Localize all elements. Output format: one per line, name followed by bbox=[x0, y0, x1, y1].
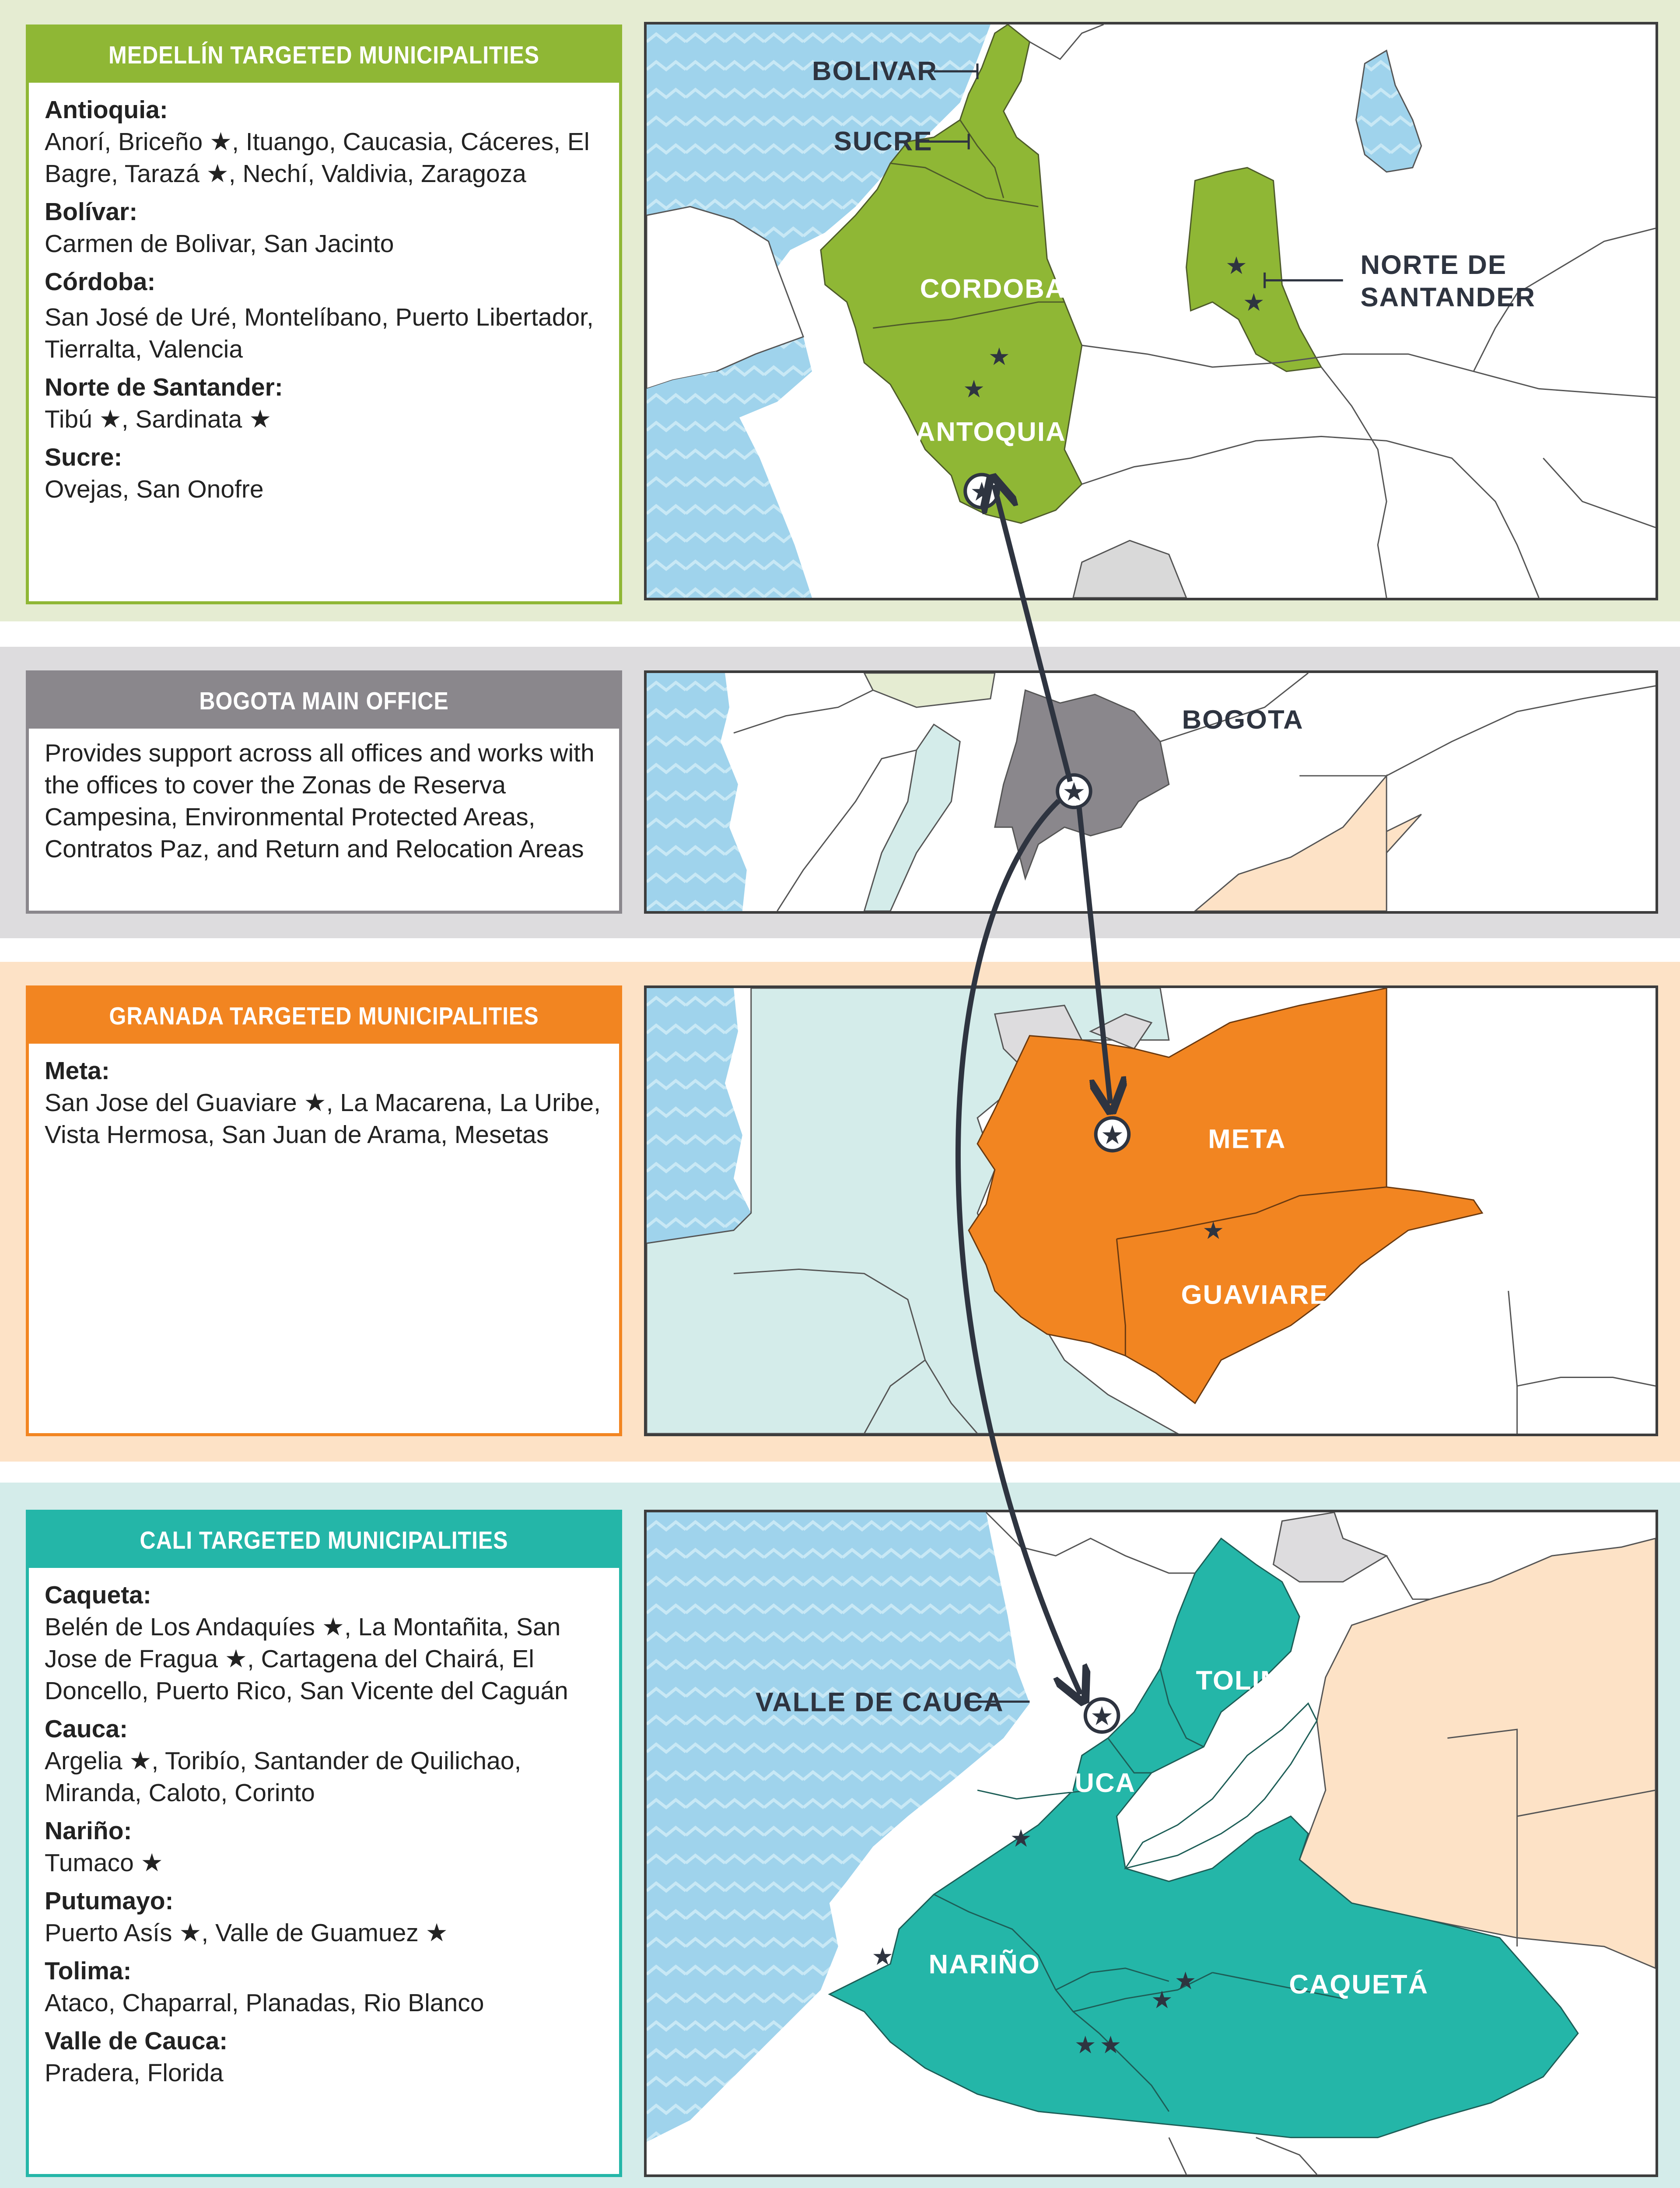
label-norte-de: NORTE DE bbox=[1360, 249, 1507, 280]
group-name: Valle de Cauca: bbox=[45, 2027, 228, 2055]
group-name: Sucre: bbox=[45, 443, 122, 471]
granada-office-icon bbox=[1096, 1118, 1129, 1151]
label-bogota: BOGOTA bbox=[1182, 705, 1304, 735]
group-name: Caqueta: bbox=[45, 1581, 151, 1609]
cali-panel bbox=[26, 1510, 622, 2177]
svg-text:★: ★ bbox=[1062, 777, 1086, 807]
group-cauca bbox=[45, 1713, 603, 1809]
label-valle-de-cauca: VALLE DE CAUCA bbox=[755, 1687, 1004, 1718]
priority-star-icon: ★ bbox=[1242, 288, 1265, 317]
priority-star-icon: ★ bbox=[1174, 1967, 1197, 1995]
label-tolima: TOLIMA bbox=[1196, 1665, 1304, 1696]
group-municipalities: San José de Uré, Montelíbano, Puerto Libertador, Tierralta, Valencia bbox=[45, 303, 594, 363]
priority-star-icon: ★ bbox=[1099, 2031, 1122, 2060]
group-name: Putumayo: bbox=[45, 1887, 174, 1915]
priority-star-icon: ★ bbox=[1202, 1217, 1225, 1245]
group-bolivar bbox=[45, 196, 603, 260]
group-municipalities: Argelia ★, Toribío, Santander de Quilichao, Miranda, Caloto, Corinto bbox=[45, 1747, 522, 1807]
granada-map bbox=[644, 985, 1658, 1436]
medellin-panel bbox=[26, 25, 622, 604]
medellin-map bbox=[644, 22, 1658, 600]
bogota-panel bbox=[26, 670, 622, 914]
group-municipalities: Carmen de Bolivar, San Jacinto bbox=[45, 230, 394, 258]
svg-text:★: ★ bbox=[1090, 1701, 1114, 1732]
medellin-header bbox=[29, 28, 619, 83]
granada-header bbox=[29, 989, 619, 1044]
priority-star-icon: ★ bbox=[1151, 1986, 1173, 2014]
group-caqueta bbox=[45, 1579, 603, 1707]
granada-panel bbox=[26, 985, 622, 1436]
svg-text:★: ★ bbox=[970, 477, 994, 508]
group-putumayo bbox=[45, 1885, 603, 1949]
priority-star-icon: ★ bbox=[872, 1942, 894, 1971]
group-antioquia bbox=[45, 94, 603, 190]
priority-star-icon: ★ bbox=[1074, 2031, 1096, 2060]
group-municipalities: Anorí, Briceño ★, Ituango, Caucasia, Cáceres, El Bagre, Tarazá ★, Nechí, Valdivia, Zaragoza bbox=[45, 128, 590, 188]
label-antioquia: ANTOQUIA bbox=[915, 417, 1066, 447]
label-bolivar: BOLIVAR bbox=[812, 56, 938, 86]
group-name: Córdoba: bbox=[45, 268, 156, 296]
bogota-map bbox=[644, 670, 1658, 914]
group-narino bbox=[45, 1815, 603, 1879]
cali-map bbox=[644, 1510, 1658, 2177]
granada-title: GRANADA TARGETED MUNICIPALITIES bbox=[109, 1002, 539, 1030]
group-name: Meta: bbox=[45, 1057, 110, 1085]
label-narino: NARIÑO bbox=[928, 1949, 1040, 1980]
priority-star-icon: ★ bbox=[988, 342, 1010, 371]
bogota-office-icon bbox=[1057, 775, 1091, 807]
group-municipalities: Belén de Los Andaquíes ★, La Montañita, San Jose de Fragua ★, Cartagena del Chairá, El Doncello, Puerto Rico, San Vicente del Caguán bbox=[45, 1613, 568, 1705]
label-santander: SANTANDER bbox=[1360, 282, 1536, 313]
group-municipalities: Tibú ★, Sardinata ★ bbox=[45, 405, 272, 433]
group-name: Tolima: bbox=[45, 1957, 132, 1985]
group-name: Nariño: bbox=[45, 1817, 132, 1845]
group-municipalities: Puerto Asís ★, Valle de Guamuez ★ bbox=[45, 1919, 448, 1947]
group-municipalities: Ataco, Chaparral, Planadas, Rio Blanco bbox=[45, 1989, 484, 2017]
group-name: Cauca: bbox=[45, 1715, 128, 1743]
group-valle-cauca bbox=[45, 2025, 603, 2089]
group-municipalities: Pradera, Florida bbox=[45, 2059, 224, 2087]
bogota-title: BOGOTA MAIN OFFICE bbox=[199, 687, 449, 715]
priority-star-icon: ★ bbox=[1225, 251, 1247, 280]
group-name: Bolívar: bbox=[45, 198, 138, 226]
medellin-office-icon bbox=[965, 475, 998, 508]
label-sucre: SUCRE bbox=[833, 126, 933, 157]
group-municipalities: Ovejas, San Onofre bbox=[45, 475, 264, 503]
label-cordoba: CORDOBA bbox=[920, 274, 1066, 304]
group-cordoba bbox=[45, 266, 603, 365]
group-tolima bbox=[45, 1955, 603, 2019]
cali-header bbox=[29, 1513, 619, 1568]
group-name: Antioquia: bbox=[45, 96, 168, 124]
cali-office-icon bbox=[1085, 1699, 1119, 1732]
priority-star-icon: ★ bbox=[1010, 1824, 1032, 1853]
granada-list bbox=[29, 1044, 619, 1162]
group-municipalities: San Jose del Guaviare ★, La Macarena, La Uribe, Vista Hermosa, San Juan de Arama, Mesetas bbox=[45, 1089, 601, 1149]
bogota-header bbox=[29, 673, 619, 729]
group-meta bbox=[45, 1055, 603, 1151]
group-name: Norte de Santander: bbox=[45, 373, 283, 401]
label-guaviare: GUAVIARE bbox=[1181, 1280, 1329, 1310]
group-norte-santander bbox=[45, 372, 603, 435]
bogota-description: Provides support across all offices and works with the offices to cover the Zonas de Reserva Campesina, Environmental Protected Areas, Contratos Paz, and Return and Relocation Areas bbox=[45, 739, 595, 863]
group-sucre bbox=[45, 442, 603, 505]
label-cauca: CAUCA bbox=[1034, 1768, 1136, 1798]
label-meta: META bbox=[1208, 1124, 1286, 1154]
svg-text:★: ★ bbox=[1100, 1120, 1124, 1150]
cali-title: CALI TARGETED MUNICIPALITIES bbox=[140, 1526, 508, 1554]
medellin-title: MEDELLÍN TARGETED MUNICIPALITIES bbox=[108, 41, 539, 69]
label-caqueta: CAQUETÁ bbox=[1289, 1969, 1429, 2000]
cali-list bbox=[29, 1568, 619, 2100]
medellin-list bbox=[29, 83, 619, 517]
priority-star-icon: ★ bbox=[963, 375, 985, 404]
group-municipalities: Tumaco ★ bbox=[45, 1849, 163, 1877]
